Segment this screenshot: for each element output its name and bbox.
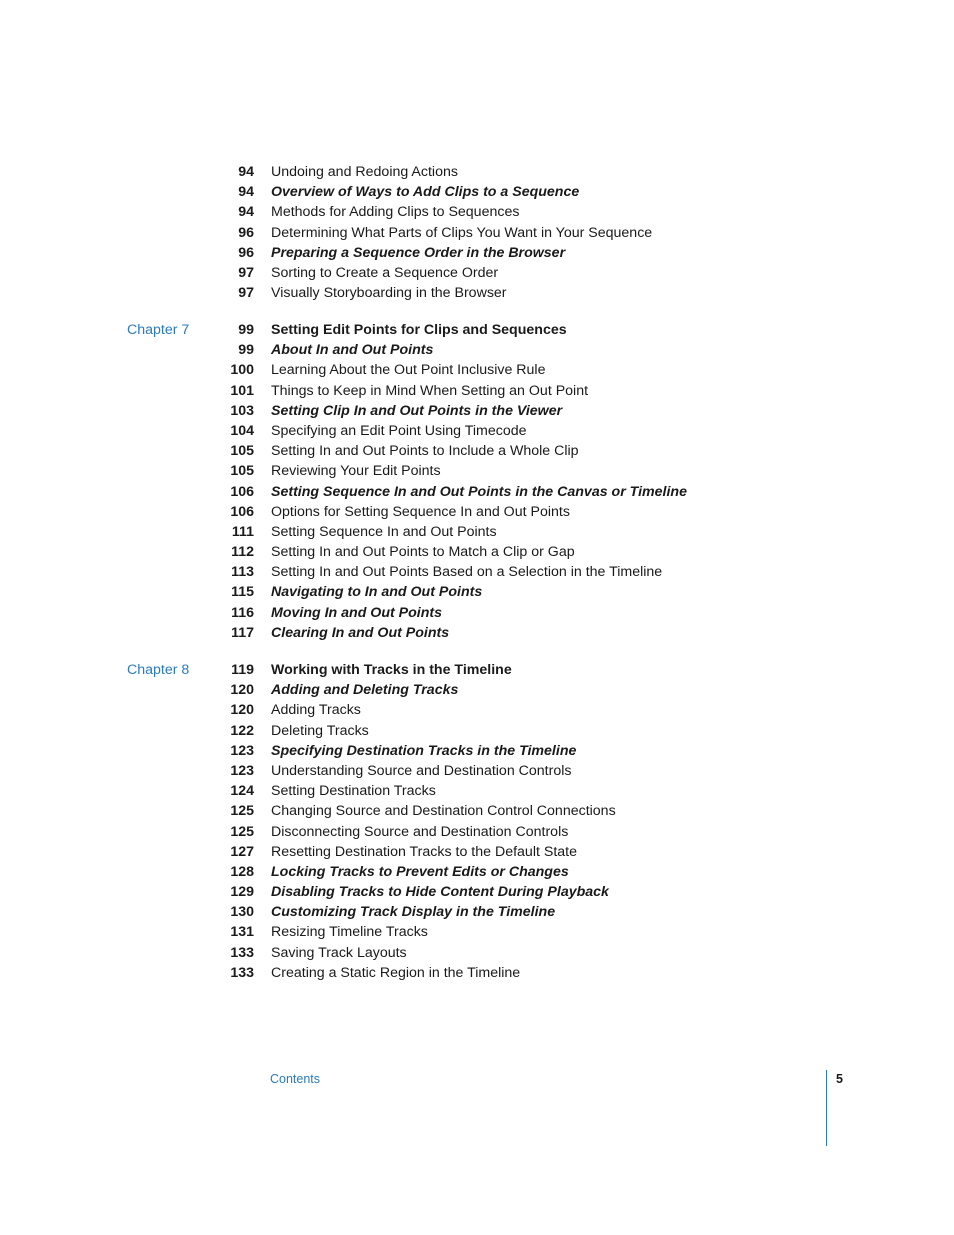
toc-entry-title: Reviewing Your Edit Points bbox=[271, 463, 441, 480]
toc-entry[interactable] bbox=[0, 801, 954, 821]
toc-section-chapter-8 bbox=[0, 660, 954, 983]
toc-entry-title: Methods for Adding Clips to Sequences bbox=[271, 204, 520, 221]
toc-entry-page: 128 bbox=[230, 863, 254, 880]
toc-entry-page: 94 bbox=[238, 184, 254, 201]
toc-entry-title: Setting Sequence In and Out Points in the Canvas or Timeline bbox=[271, 483, 687, 500]
toc-entry[interactable] bbox=[0, 162, 954, 182]
toc-entry-page: 97 bbox=[238, 264, 254, 281]
toc-entry-page: 94 bbox=[238, 204, 254, 221]
toc-entry[interactable] bbox=[0, 842, 954, 862]
toc-entry-page: 94 bbox=[238, 164, 254, 180]
toc-entry-page: 104 bbox=[230, 422, 254, 439]
toc-entry[interactable] bbox=[0, 502, 954, 522]
toc-entry[interactable] bbox=[0, 441, 954, 461]
toc-entry-page: 101 bbox=[230, 382, 254, 399]
toc-entry[interactable] bbox=[0, 360, 954, 380]
toc-entry-title: Working with Tracks in the Timeline bbox=[271, 662, 512, 678]
toc-entry[interactable] bbox=[0, 381, 954, 401]
toc-entry-title: Disconnecting Source and Destination Controls bbox=[271, 823, 569, 840]
toc-entry[interactable] bbox=[0, 660, 954, 680]
toc-entry[interactable] bbox=[0, 882, 954, 902]
toc-entry-title: Setting Clip In and Out Points in the Viewer bbox=[271, 402, 563, 419]
toc-entry-page: 119 bbox=[231, 662, 254, 678]
toc-entry[interactable] bbox=[0, 741, 954, 761]
toc-entry-title: Resizing Timeline Tracks bbox=[271, 924, 428, 941]
toc-entry-page: 113 bbox=[231, 564, 254, 581]
toc-entry-page: 122 bbox=[230, 722, 254, 739]
toc-entry-title: Setting Sequence In and Out Points bbox=[271, 523, 497, 540]
toc-entry[interactable] bbox=[0, 761, 954, 781]
toc-entry-title: Adding and Deleting Tracks bbox=[271, 682, 459, 699]
chapter-label: Chapter 8 bbox=[127, 662, 190, 678]
toc-entry-page: 97 bbox=[238, 285, 254, 302]
toc-entry-page: 111 bbox=[231, 523, 254, 540]
toc-entry[interactable] bbox=[0, 922, 954, 942]
toc-entry-page: 96 bbox=[238, 244, 254, 261]
toc-entry-title: Setting Edit Points for Clips and Sequences bbox=[271, 322, 567, 338]
toc-entry-page: 120 bbox=[230, 702, 254, 719]
toc-entry-page: 130 bbox=[230, 904, 254, 921]
toc-entry-page: 133 bbox=[230, 944, 254, 961]
toc-entry-title: Creating a Static Region in the Timeline bbox=[271, 964, 521, 981]
toc-entry-page: 127 bbox=[230, 843, 254, 860]
toc-entry[interactable] bbox=[0, 721, 954, 741]
toc-entry[interactable] bbox=[0, 461, 954, 481]
toc-entry-title: Setting Destination Tracks bbox=[271, 783, 436, 800]
toc-section-continued bbox=[0, 162, 954, 303]
toc-entry[interactable] bbox=[0, 320, 954, 340]
toc-entry-title: About In and Out Points bbox=[271, 342, 434, 359]
toc-entry-page: 99 bbox=[238, 342, 254, 359]
toc-entry[interactable] bbox=[0, 822, 954, 842]
toc-entry[interactable] bbox=[0, 243, 954, 263]
toc-entry[interactable] bbox=[0, 223, 954, 243]
toc-entry[interactable] bbox=[0, 482, 954, 502]
toc-entry-page: 106 bbox=[230, 483, 254, 500]
toc-entry-title: Customizing Track Display in the Timeline bbox=[271, 904, 556, 921]
toc-entry-title: Things to Keep in Mind When Setting an Out Point bbox=[271, 382, 589, 399]
toc-entry[interactable] bbox=[0, 680, 954, 700]
toc-entry-title: Sorting to Create a Sequence Order bbox=[271, 264, 499, 281]
toc-entry-title: Deleting Tracks bbox=[271, 722, 369, 739]
toc-entry-title: Undoing and Redoing Actions bbox=[271, 164, 458, 180]
toc-entry-page: 125 bbox=[230, 803, 254, 820]
toc-entry-title: Setting In and Out Points to Include a Whole Clip bbox=[271, 443, 579, 460]
toc-entry[interactable] bbox=[0, 582, 954, 602]
toc-entry-page: 125 bbox=[230, 823, 254, 840]
toc-entry[interactable] bbox=[0, 263, 954, 283]
toc-entry-title: Setting In and Out Points to Match a Clip or Gap bbox=[271, 544, 575, 561]
toc-entry-title: Setting In and Out Points Based on a Selection in the Timeline bbox=[271, 564, 663, 581]
toc-entry-page: 129 bbox=[230, 884, 254, 901]
toc-entry-page: 112 bbox=[231, 544, 254, 561]
toc-entry-title: Adding Tracks bbox=[271, 702, 361, 719]
toc-entry-title: Changing Source and Destination Control Connections bbox=[271, 803, 616, 820]
toc-entry-title: Moving In and Out Points bbox=[271, 604, 443, 621]
toc-entry[interactable] bbox=[0, 542, 954, 562]
toc-entry-page: 105 bbox=[230, 443, 254, 460]
toc-entry-page: 99 bbox=[238, 322, 254, 338]
toc-entry-title: Disabling Tracks to Hide Content During Playback bbox=[271, 884, 609, 901]
toc-entry[interactable] bbox=[0, 401, 954, 421]
toc-entry-page: 116 bbox=[231, 604, 254, 621]
toc-entry[interactable] bbox=[0, 943, 954, 963]
toc-section-chapter-7 bbox=[0, 320, 954, 643]
toc-entry-page: 106 bbox=[230, 503, 254, 520]
footer-divider bbox=[826, 1070, 827, 1146]
toc-entry-page: 105 bbox=[230, 463, 254, 480]
toc-entry-title: Understanding Source and Destination Controls bbox=[271, 762, 572, 779]
toc-entry-title: Specifying Destination Tracks in the Timeline bbox=[271, 742, 577, 759]
toc-entry-title: Clearing In and Out Points bbox=[271, 624, 450, 641]
toc-entry[interactable] bbox=[0, 340, 954, 360]
toc-entry-title: Visually Storyboarding in the Browser bbox=[271, 285, 507, 302]
toc-entry-title: Navigating to In and Out Points bbox=[271, 584, 483, 601]
toc-entry[interactable] bbox=[0, 902, 954, 922]
toc-entry-title: Locking Tracks to Prevent Edits or Changes bbox=[271, 863, 569, 880]
toc-entry-page: 115 bbox=[231, 584, 254, 601]
toc-entry-page: 103 bbox=[230, 402, 254, 419]
toc-entry-title: Determining What Parts of Clips You Want in Your Sequence bbox=[271, 224, 653, 241]
chapter-label: Chapter 7 bbox=[127, 322, 190, 338]
toc-entry[interactable] bbox=[0, 862, 954, 882]
toc-entry-title: Saving Track Layouts bbox=[271, 944, 407, 961]
toc-entry-page: 100 bbox=[230, 362, 254, 379]
toc-entry-page: 123 bbox=[230, 762, 254, 779]
toc-entry[interactable] bbox=[0, 623, 954, 643]
toc-entry-page: 131 bbox=[230, 924, 254, 941]
toc-entry[interactable] bbox=[0, 202, 954, 222]
toc-entry-title: Preparing a Sequence Order in the Browser bbox=[271, 244, 566, 261]
toc-entry[interactable] bbox=[0, 182, 954, 202]
toc-entry-page: 120 bbox=[230, 682, 254, 699]
toc-entry-title: Specifying an Edit Point Using Timecode bbox=[271, 422, 527, 439]
footer-section-label: Contents bbox=[270, 1072, 321, 1086]
toc-entry-page: 133 bbox=[230, 964, 254, 981]
toc-entry[interactable] bbox=[0, 700, 954, 720]
toc-entry[interactable] bbox=[0, 421, 954, 441]
toc-entry-page: 124 bbox=[230, 783, 254, 800]
toc-entry[interactable] bbox=[0, 283, 954, 303]
toc-entry-page: 96 bbox=[238, 224, 254, 241]
toc-entry-title: Resetting Destination Tracks to the Default State bbox=[271, 843, 577, 860]
toc-entry[interactable] bbox=[0, 781, 954, 801]
toc-entry-page: 123 bbox=[230, 742, 254, 759]
toc-entry[interactable] bbox=[0, 603, 954, 623]
footer-page-number: 5 bbox=[836, 1072, 843, 1086]
toc-entry-page: 117 bbox=[231, 624, 254, 641]
toc-entry-title: Options for Setting Sequence In and Out Points bbox=[271, 503, 570, 520]
toc-entry-title: Learning About the Out Point Inclusive Rule bbox=[271, 362, 546, 379]
toc-entry-title: Overview of Ways to Add Clips to a Sequence bbox=[271, 184, 580, 201]
toc-entry[interactable] bbox=[0, 522, 954, 542]
toc-entry[interactable] bbox=[0, 562, 954, 582]
toc-entry[interactable] bbox=[0, 963, 954, 983]
